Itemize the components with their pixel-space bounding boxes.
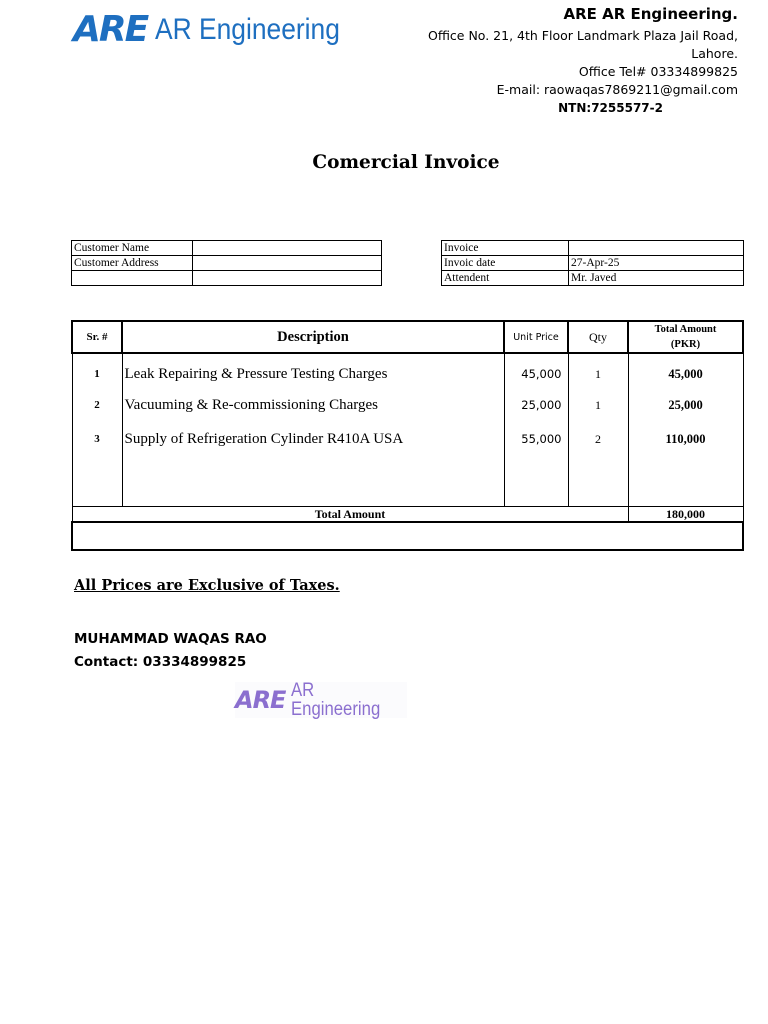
row-total: 110,000	[628, 422, 743, 456]
company-name: ARE AR Engineering.	[563, 5, 738, 23]
table-row	[72, 388, 743, 422]
blank-cell	[122, 456, 504, 507]
row-sr: 1	[72, 353, 122, 388]
tax-note: All Prices are Exclusive of Taxes.	[74, 577, 340, 594]
blank-cell	[504, 456, 568, 507]
table-row	[72, 422, 743, 456]
blank-cell	[72, 271, 193, 286]
invoice-date-value: 27-Apr-25	[569, 256, 744, 271]
customer-name-label: Customer Name	[72, 241, 193, 256]
signatory-contact: Contact: 03334899825	[74, 654, 247, 670]
customer-name-value	[193, 241, 382, 256]
row-qty: 1	[568, 353, 628, 388]
signatory-block	[74, 628, 267, 674]
signatory-name: MUHAMMAD WAQAS RAO	[74, 631, 267, 647]
customer-name-row	[72, 241, 382, 256]
invoice-date-row	[442, 256, 744, 271]
customer-address-row	[72, 256, 382, 271]
invoice-items-table	[71, 320, 744, 551]
header-unit-price: Unit Price	[504, 321, 568, 353]
row-description: Vacuuming & Re-commissioning Charges	[122, 388, 504, 422]
invoice-label: Invoice	[442, 241, 569, 256]
footer-logo	[235, 682, 407, 718]
total-amount-value: 180,000	[628, 507, 743, 523]
invoice-info-table	[441, 240, 744, 286]
footer-logo-mark: ARE	[235, 686, 286, 714]
row-sr: 3	[72, 422, 122, 456]
attendent-label: Attendent	[442, 271, 569, 286]
items-header-row	[72, 321, 743, 353]
row-qty: 2	[568, 422, 628, 456]
row-unit-price: 25,000	[504, 388, 568, 422]
invoice-date-label: Invoic date	[442, 256, 569, 271]
header-qty: Qty	[568, 321, 628, 353]
customer-blank-row	[72, 271, 382, 286]
row-total: 45,000	[628, 353, 743, 388]
row-description: Supply of Refrigeration Cylinder R410A USA	[122, 422, 504, 456]
row-unit-price: 55,000	[504, 422, 568, 456]
total-row	[72, 507, 743, 523]
attendent-value: Mr. Javed	[569, 271, 744, 286]
customer-address-label: Customer Address	[72, 256, 193, 271]
logo-text: AR Engineering	[155, 13, 341, 46]
company-address-line2: Lahore.	[691, 46, 738, 61]
header-total-amount	[628, 321, 743, 353]
total-amount-label: Total Amount	[72, 507, 628, 523]
attendent-row	[442, 271, 744, 286]
invoice-value	[569, 241, 744, 256]
row-unit-price: 45,000	[504, 353, 568, 388]
customer-address-value	[193, 256, 382, 271]
row-sr: 2	[72, 388, 122, 422]
blank-cell	[193, 271, 382, 286]
company-email: E-mail: raowaqas7869211@gmail.com	[496, 82, 738, 97]
row-qty: 1	[568, 388, 628, 422]
logo-mark: ARE	[73, 9, 148, 50]
row-total: 25,000	[628, 388, 743, 422]
table-row	[72, 353, 743, 388]
company-details	[428, 4, 738, 117]
header-total-line2: (PKR)	[670, 339, 701, 350]
blank-cell	[568, 456, 628, 507]
header-sr: Sr. #	[72, 321, 122, 353]
company-tel: Office Tel# 03334899825	[578, 64, 738, 79]
row-description: Leak Repairing & Pressure Testing Charges	[122, 353, 504, 388]
header-total-line1: Total Amount	[654, 324, 717, 335]
blank-cell	[72, 522, 743, 550]
blank-cell	[72, 456, 122, 507]
empty-row	[72, 456, 743, 507]
company-address-line1: Office No. 21, 4th Floor Landmark Plaza Jail Road,	[428, 28, 738, 43]
invoice-title: Comercial Invoice	[312, 152, 500, 173]
company-logo	[73, 8, 365, 52]
blank-row	[72, 522, 743, 550]
company-ntn: NTN:7255577-2	[558, 101, 663, 115]
footer-logo-text: AR Engineering	[291, 680, 381, 720]
blank-cell	[628, 456, 743, 507]
invoice-number-row	[442, 241, 744, 256]
header-description: Description	[122, 321, 504, 353]
customer-info-table	[71, 240, 382, 286]
